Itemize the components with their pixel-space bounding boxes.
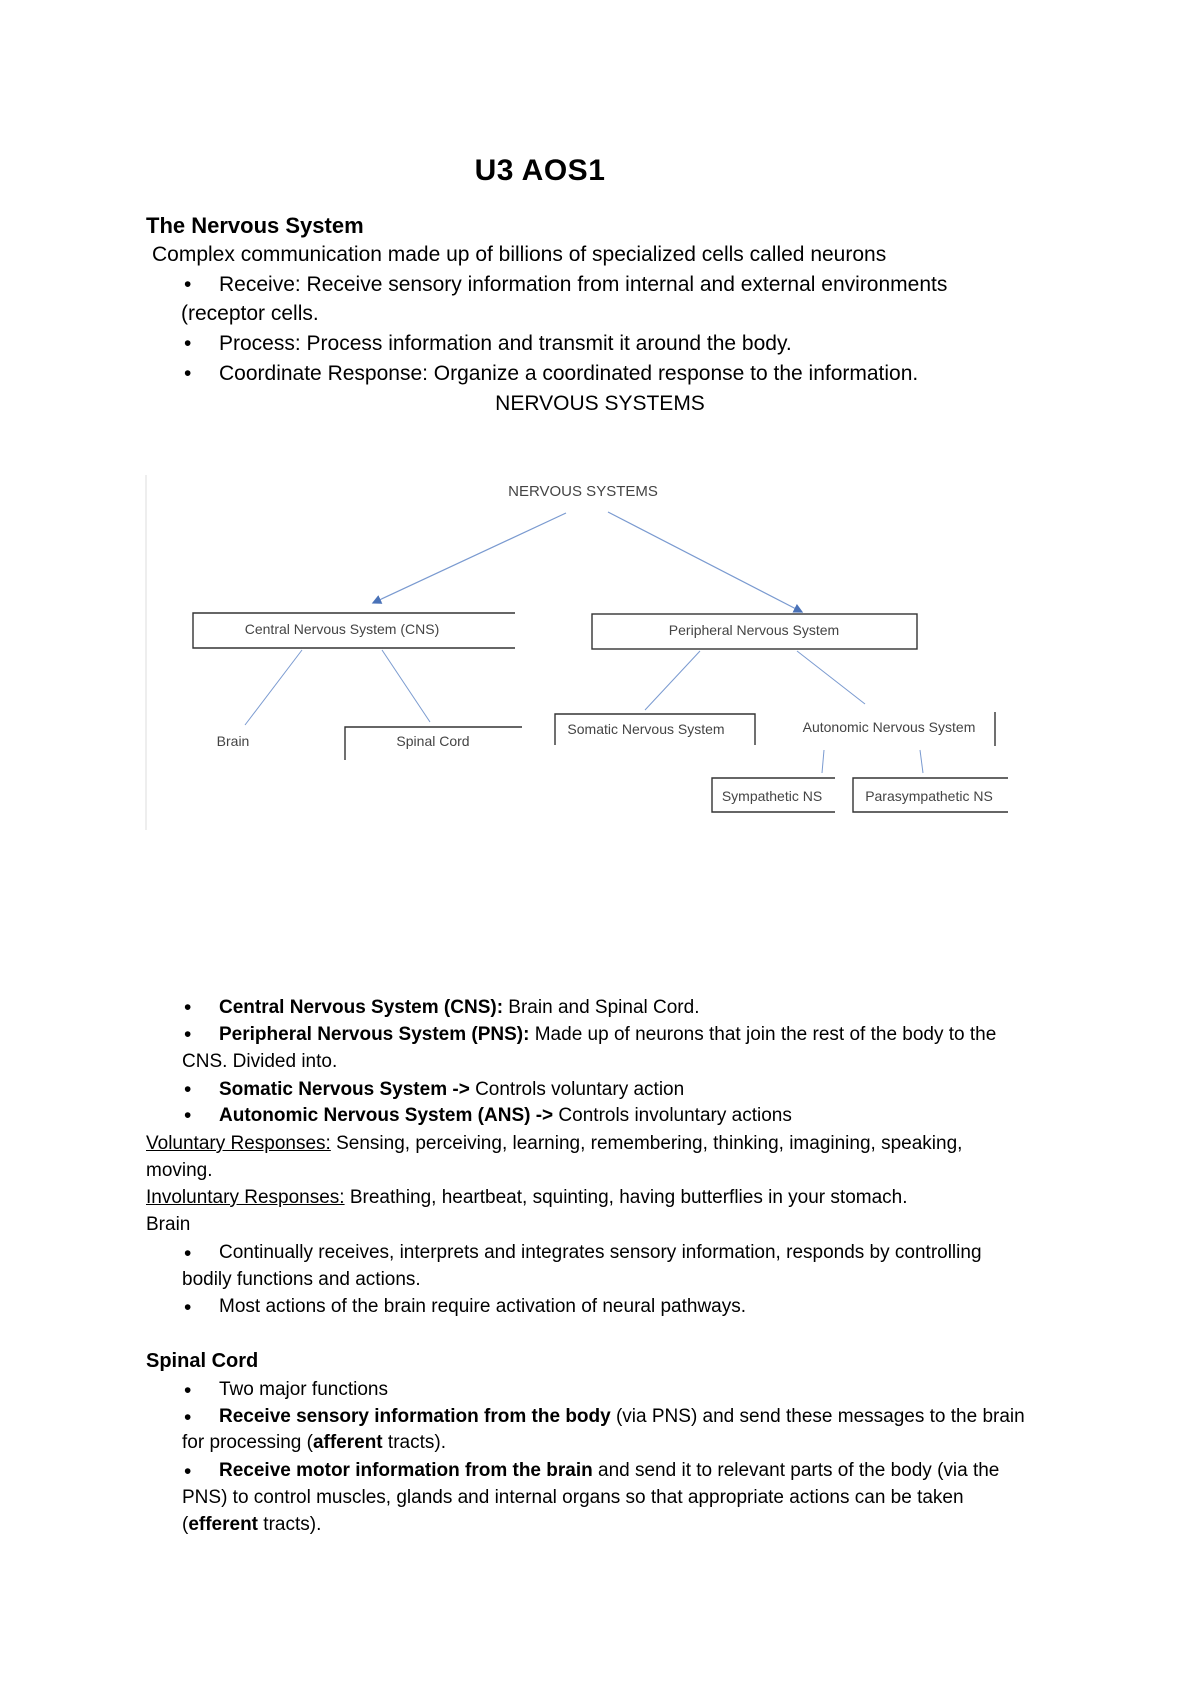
line-to-somatic [645,651,700,710]
def-somatic: Somatic Nervous System -> Controls voluntary action [219,1079,685,1100]
diagram-brain: Brain [216,733,250,749]
diagram-parasympathetic: Parasympathetic NS [865,788,993,804]
line-to-autonomic [797,651,865,704]
line-to-sympathetic [822,750,824,773]
bullet-dot: • [184,1406,192,1429]
diagram-sympathetic: Sympathetic NS [721,788,823,804]
def-pns-cont: CNS. Divided into. [182,1051,338,1072]
arrow-to-cns [375,513,566,602]
diagram-pns: Peripheral Nervous System [668,622,840,638]
brain-bullet-2: Most actions of the brain require activation of neural pathways. [219,1296,747,1317]
intro-text: Complex communication made up of billions of specialized cells called neurons [152,243,887,266]
voluntary-responses-cont: moving. [146,1160,213,1181]
diagram-heading: NERVOUS SYSTEMS [495,392,705,415]
spinal-bullet-3: Receive motor information from the brain and send it to relevant parts of the body (via the [219,1460,1000,1481]
brain-bullet-1-cont: bodily functions and actions. [182,1269,421,1290]
bullet-dot: • [184,1023,192,1046]
def-pns: Peripheral Nervous System (PNS): Made up of neurons that join the rest of the body to the [219,1024,997,1045]
bullet-dot: • [184,996,192,1019]
involuntary-responses: Involuntary Responses: Breathing, heartbeat, squinting, having butterflies in your stomach. [146,1187,908,1208]
line-to-brain [245,650,302,725]
bullet-coordinate: Coordinate Response: Organize a coordinated response to the information. [219,362,919,385]
brain-heading: Brain [146,1214,191,1235]
bullet-dot: • [184,1460,192,1483]
voluntary-responses: Voluntary Responses: Sensing, perceiving, learning, remembering, thinking, imagining, speaking, [146,1133,963,1154]
diagram-autonomic: Autonomic Nervous System [802,719,976,735]
section-heading-nervous-system: The Nervous System [146,213,364,238]
brain-bullet-1: Continually receives, interprets and integrates sensory information, responds by controlling [219,1242,982,1263]
bullet-dot: • [184,273,192,296]
bullet-dot: • [184,362,192,385]
arrow-to-pns [608,512,800,611]
spinal-bullet-2-cont: for processing (afferent tracts). [182,1432,446,1453]
spinal-bullet-3-cont: PNS) to control muscles, glands and internal organs so that appropriate actions can be taken [182,1487,964,1508]
bullet-dot: • [184,1104,192,1127]
line-to-parasympathetic [920,750,923,773]
bullet-dot: • [184,332,192,355]
def-autonomic: Autonomic Nervous System (ANS) -> Controls involuntary actions [219,1105,792,1126]
bullet-receive: Receive: Receive sensory information from internal and external environments [219,273,948,296]
spinal-bullet-3-cont2: (efferent tracts). [182,1514,322,1535]
diagram-spinal: Spinal Cord [396,733,470,749]
def-cns: Central Nervous System (CNS): Brain and Spinal Cord. [219,997,700,1018]
diagram-root: NERVOUS SYSTEMS [508,483,658,500]
spinal-bullet-2: Receive sensory information from the body (via PNS) and send these messages to the brain [219,1406,1025,1427]
bullet-receive-cont: (receptor cells. [181,302,319,325]
spinal-bullet-1: Two major functions [219,1379,388,1400]
line-to-spinal [382,650,430,722]
page-title: U3 AOS1 [474,154,606,187]
bullet-dot: • [184,1078,192,1101]
bullet-process: Process: Process information and transmit it around the body. [219,332,792,355]
bullet-dot: • [184,1379,192,1402]
diagram-somatic: Somatic Nervous System [567,721,725,737]
spinal-cord-heading: Spinal Cord [146,1350,259,1372]
diagram-cns: Central Nervous System (CNS) [244,621,440,637]
bullet-dot: • [184,1242,192,1265]
bullet-dot: • [184,1296,192,1319]
